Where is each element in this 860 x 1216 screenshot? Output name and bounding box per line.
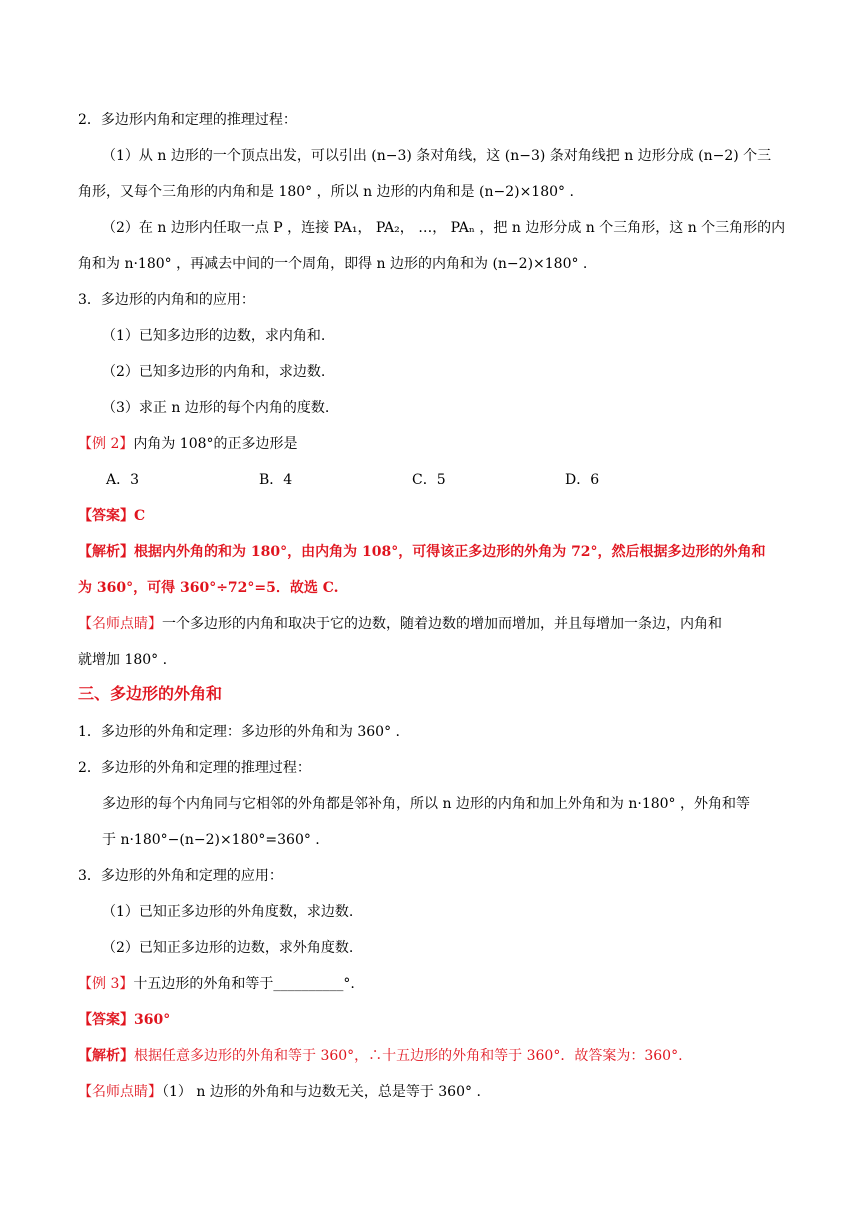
analysis-3-tag: 【解析】: [78, 1048, 134, 1064]
sec3-para-line2: 于 n·180°−(n−2)×180°=360° .: [102, 832, 320, 848]
para2-line2: 角和为 n·180° ，再减去中间的一个周角，即得 n 边形的内角和为 (n−2)×180° .: [78, 256, 588, 272]
answer-3-tag: 【答案】: [78, 1012, 134, 1028]
para2-line1: （2）在 n 边形内任取一点 P ，连接 PA₁， PA₂， …， PAₙ ，把 n 边形分成 n 个三角形，这 n 个三角形的内: [102, 220, 786, 236]
sec3-item2: 2．多边形的外角和定理的推理过程：: [78, 760, 311, 776]
example-2-text: 内角为 108°的正多边形是: [133, 436, 298, 452]
example-3-tag: 【例 3】: [78, 976, 134, 992]
para1-line1: （1）从 n 边形的一个顶点出发，可以引出 (n−3) 条对角线，这 (n−3) 条对角线把 n 边形分成 (n−2) 个三: [102, 148, 772, 164]
application-2: （2）已知多边形的内角和，求边数.: [102, 364, 326, 380]
option-d: D．6: [565, 472, 600, 488]
tip-2-line1: 一个多边形的内角和取决于它的边数，随着边数的增加而增加，并且每增加一条边，内角和: [162, 616, 722, 632]
example-2-tag: 【例 2】: [78, 436, 134, 452]
analysis-3-text: 根据任意多边形的外角和等于 360°，∴十五边形的外角和等于 360°．故答案为：360°.: [134, 1048, 683, 1064]
application-3: （3）求正 n 边形的每个内角的度数.: [102, 400, 330, 416]
section-3-heading: 三、多边形的外角和: [78, 684, 223, 703]
item3-title: 3．多边形的内角和的应用：: [78, 292, 255, 308]
sec3-application-2: （2）已知正多边形的边数，求外角度数.: [102, 940, 354, 956]
answer-3-value: 360°: [134, 1012, 171, 1028]
option-a: A．3: [106, 472, 140, 488]
example-3: [78, 974, 355, 994]
tip-2: [78, 614, 722, 634]
sec3-para-line1: 多边形的每个内角同与它相邻的外角都是邻补角，所以 n 边形的内角和加上外角和为 n·180° ，外角和等: [102, 796, 751, 812]
tip-2-line2: 就增加 180° .: [78, 652, 168, 668]
answer-3: [78, 1010, 170, 1030]
answer-2: [78, 506, 145, 526]
analysis-2-line1: 【解析】根据内外角的和为 180°，由内角为 108°，可得该正多边形的外角为 72°，然后根据多边形的外角和: [78, 544, 766, 560]
analysis-3: [78, 1046, 683, 1066]
answer-2-tag: 【答案】: [78, 508, 134, 524]
option-c: C．5: [412, 472, 446, 488]
option-b: B．4: [259, 472, 293, 488]
tip-3-text: （1） n 边形的外角和与边数无关，总是等于 360° .: [162, 1084, 481, 1100]
tip-2-tag: 【名师点睛】: [78, 616, 162, 632]
para1-line2: 角形，又每个三角形的内角和是 180° ，所以 n 边形的内角和是 (n−2)×180° .: [78, 184, 574, 200]
example-2: [78, 434, 298, 454]
application-1: （1）已知多边形的边数，求内角和.: [102, 328, 326, 344]
tip-3-tag: 【名师点睛】: [78, 1084, 162, 1100]
analysis-2-line2: 为 360°，可得 360°÷72°=5．故选 C.: [78, 580, 339, 596]
example-3-text: 十五边形的外角和等于__________°.: [133, 976, 355, 992]
sec3-item3: 3．多边形的外角和定理的应用：: [78, 868, 283, 884]
tip-3: [78, 1082, 481, 1102]
answer-2-value: C: [134, 508, 146, 524]
example-2-options: [106, 470, 718, 490]
sec3-application-1: （1）已知正多边形的外角度数，求边数.: [102, 904, 354, 920]
sec3-item1: 1．多边形的外角和定理：多边形的外角和为 360° .: [78, 724, 400, 740]
item2-title: 2．多边形内角和定理的推理过程：: [78, 112, 297, 128]
